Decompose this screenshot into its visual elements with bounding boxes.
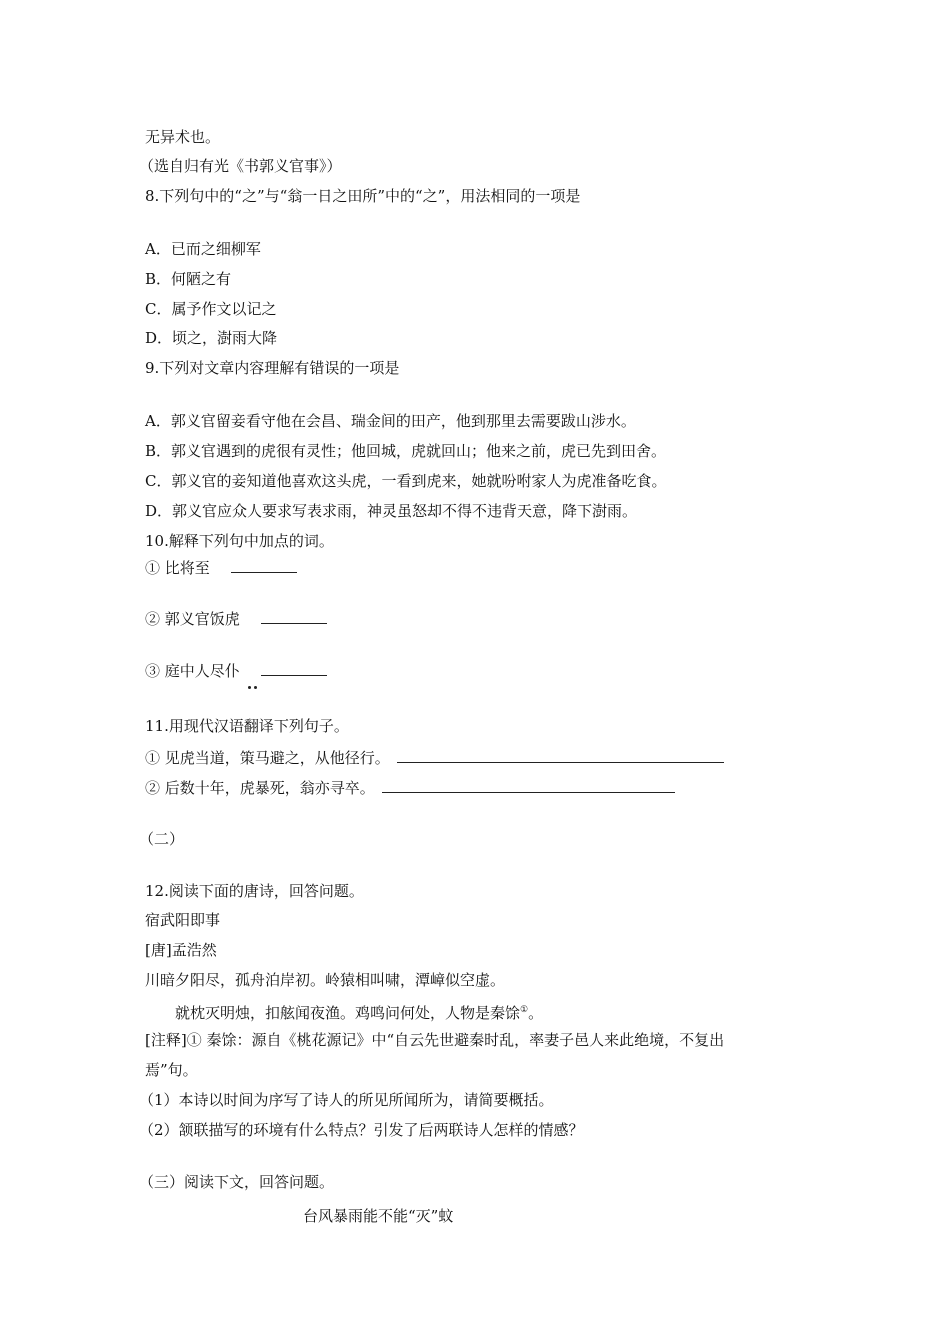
- emphasis-dot: [254, 686, 257, 689]
- poem-title: 宿武阳即事: [145, 911, 221, 929]
- question-11-item-1-text: ① 见虎当道，策马避之，从他径行。: [145, 749, 390, 767]
- poem-line-2-end: 。: [528, 1004, 544, 1022]
- annotation-line-2: 焉”句。: [145, 1061, 198, 1079]
- question-9-option-c: C．郭义官的妾知道他喜欢这头虎，一看到虎来，她就吩咐家人为虎准备吃食。: [145, 472, 667, 490]
- section-3-label: （三）阅读下文，回答问题。: [139, 1173, 335, 1191]
- question-10-item-2: [145, 608, 327, 629]
- question-9-stem: 9.下列对文章内容理解有错误的一项是: [145, 359, 400, 377]
- question-8-option-d: D．顷之，澍雨大降: [145, 329, 278, 347]
- question-9-option-d: D．郭义官应众人要求写表求雨，神灵虽怒却不得不违背天意，降下澍雨。: [145, 502, 638, 520]
- article-title: 台风暴雨能不能“灭”蚊: [303, 1207, 454, 1225]
- question-11-item-2: [145, 777, 675, 798]
- answer-blank[interactable]: [231, 557, 297, 573]
- question-10-item-3-text: ③ 庭中人尽仆: [145, 662, 240, 680]
- section-2-label: （二）: [139, 830, 185, 848]
- question-10-item-1-text: ① 比将至: [145, 559, 210, 577]
- question-11-item-1: [145, 747, 724, 768]
- question-11-stem: 11.用现代汉语翻译下列句子。: [145, 717, 349, 735]
- passage-source: （选自归有光《书郭义官事》）: [139, 157, 342, 175]
- question-8-stem: 8.下列句中的“之”与“翁一日之田所”中的“之”，用法相同的一项是: [145, 187, 581, 205]
- footnote-mark: ①: [520, 1005, 529, 1015]
- answer-blank[interactable]: [261, 608, 327, 624]
- question-11-item-2-text: ② 后数十年，虎暴死，翁亦寻卒。: [145, 779, 375, 797]
- question-12-sub-2: （2）颔联描写的环境有什么特点？引发了后两联诗人怎样的情感？: [139, 1121, 584, 1139]
- question-9-option-b: B．郭义官遇到的虎很有灵性；他回城，虎就回山；他来之前，虎已先到田舍。: [145, 442, 667, 460]
- question-8-option-b: B．何陋之有: [145, 270, 232, 288]
- question-12-sub-1: （1）本诗以时间为序写了诗人的所见所闻所为，请简要概括。: [139, 1091, 554, 1109]
- answer-blank[interactable]: [261, 660, 327, 676]
- question-9-option-a: A．郭义官留妾看守他在会昌、瑞金间的田产，他到那里去需要跋山涉水。: [145, 412, 636, 430]
- poem-author: [唐]孟浩然: [145, 941, 217, 959]
- question-8-option-c: C．属予作文以记之: [145, 300, 277, 318]
- answer-blank[interactable]: [397, 747, 724, 763]
- poem-line-2-text: 就枕灭明烛，扣舷闻夜渔。鸡鸣问何处，人物是秦馀: [175, 1004, 521, 1022]
- poem-line-2: [175, 1000, 543, 1023]
- passage-end-line: 无异术也。: [145, 128, 221, 146]
- question-10-stem: 10.解释下列句中加点的词。: [145, 532, 334, 550]
- question-12-stem: 12.阅读下面的唐诗，回答问题。: [145, 882, 364, 900]
- poem-line-1: 川暗夕阳尽，孤舟泊岸初。岭猿相叫啸，潭嶂似空虚。: [145, 971, 506, 989]
- question-10-item-1: [145, 557, 297, 578]
- question-10-item-3: [145, 660, 327, 681]
- emphasis-dot: [248, 686, 251, 689]
- question-10-item-2-text: ② 郭义官饭虎: [145, 610, 240, 628]
- annotation-line-1: [注释]① 秦馀：源自《桃花源记》中“自云先世避秦时乱，率妻子邑人来此绝境，不复出: [145, 1031, 725, 1049]
- answer-blank[interactable]: [382, 777, 675, 793]
- question-8-option-a: A．已而之细柳军: [145, 240, 261, 258]
